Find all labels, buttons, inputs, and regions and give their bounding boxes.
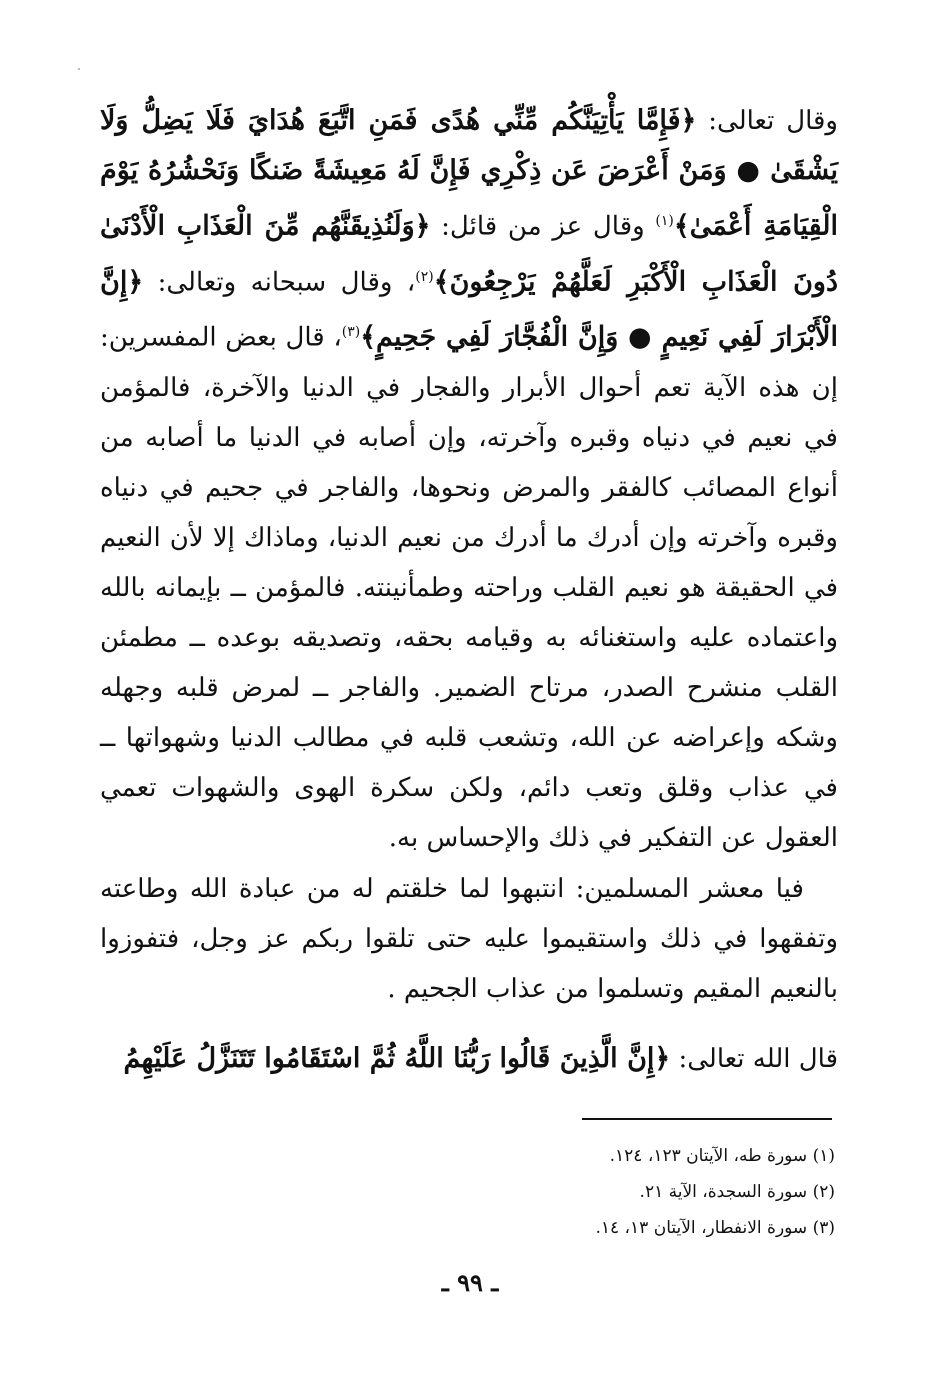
- footnote-1: (١) سورة طه، الآيتان ١٢٣، ١٢٤.: [609, 1146, 835, 1166]
- quran-verse-taha: ﴿فَإِمَّا يَأْتِيَنَّكُم مِّنِّي هُدًى فَمَنِ اتَّبَعَ هُدَايَ فَلَا يَضِلُّ وَلَا يَشْقَىٰ ● وَمَنْ أَعْرَضَ عَن ذِكْرِي فَإِنَّ لَهُ مَعِيشَةً ضَنكًا وَنَحْشُرُهُ يَوْمَ الْقِيَامَةِ أَعْمَىٰ﴾: [100, 105, 838, 242]
- quran-verse-sajdah: ﴿وَلَنُذِيقَنَّهُم مِّنَ الْعَذَابِ الْأَدْنَىٰ دُونَ الْعَذَابِ الْأَكْبَرِ لَعَلَّهُمْ يَرْجِعُونَ﴾: [100, 210, 838, 298]
- commentary-text: ، قال بعض المفسرين: إن هذه الآية تعم أحوال الأبرار والفجار في الدنيا والآخرة، فالمؤمن في نعيم في دنياه وقبره وآخرته، وإن أصابه في الدنيا ما أصابه من أنواع المصائب كالفقر والمرض ونحوها، والفاجر في جحيم في دنياه وقبره وآخرته وإن أدرك ما أدرك من نعيم الدنيا، وماذاك إلا لأن النعيم في الحقيقة هو نعيم القلب وراحته وطمأنينته. فالمؤمن ــ بإيمانه بالله واعتماده عليه واستغنائه به وقيامه بحقه، وتصديقه بوعده ــ مطمئن القلب منشرح الصدر، مرتاح الضمير. والفاجر ــ لمرض قلبه وجهله وشكه وإعراضه عن الله، وتشعب قلبه في مطالب الدنيا وشهواتها ــ في عذاب وقلق وتعب دائم، ولكن سكرة الهوى والشهوات تعمي العقول عن التفكير في ذلك والإحساس به.: [100, 322, 838, 853]
- quran-verse-infitar: ﴿إِنَّ الْأَبْرَارَ لَفِي نَعِيمٍ ● وَإِنَّ الْفُجَّارَ لَفِي جَحِيمٍ﴾: [100, 266, 838, 353]
- footnote-ref-3: (٣): [341, 324, 361, 341]
- footnote-separator: [582, 1118, 832, 1120]
- intro-text-2: وقال عز من قائل:: [430, 211, 656, 242]
- intro-text-3: ، وقال سبحانه وتعالى:: [143, 267, 416, 298]
- footnote-ref-1: (١): [655, 213, 674, 229]
- footnotes: [540, 1138, 835, 1246]
- paragraph-closing-verse: [100, 1034, 838, 1084]
- footnote-ref-2: (٢): [415, 268, 434, 285]
- footnote-2: (٢) سورة السجدة، الآية ٢١.: [639, 1182, 835, 1202]
- footnote-3: (٣) سورة الانفطار، الآيتان ١٣، ١٤.: [595, 1218, 835, 1238]
- paragraph-exhortation: فيا معشر المسلمين: انتبهوا لما خلقتم له من عبادة الله وطاعته وتفقهوا في ذلك واستقيموا عليه حتى تلقوا ربكم عز وجل، فتفوزوا بالنعيم المقيم وتسلموا من عذاب الجحيم .: [100, 874, 838, 1004]
- page-number: ـ ٩٩ ـ: [441, 1268, 499, 1297]
- paragraph-verses-commentary: [100, 96, 838, 863]
- intro-text-closing: قال الله تعالى:: [670, 1044, 838, 1074]
- intro-text-1: وقال تعالى:: [696, 106, 838, 136]
- quran-verse-fussilat: ﴿إِنَّ الَّذِينَ قَالُوا رَبُّنَا اللَّهُ ثُمَّ اسْتَقَامُوا تَتَنَزَّلُ عَلَيْهِمُ: [123, 1043, 671, 1074]
- scan-speck: [78, 68, 80, 70]
